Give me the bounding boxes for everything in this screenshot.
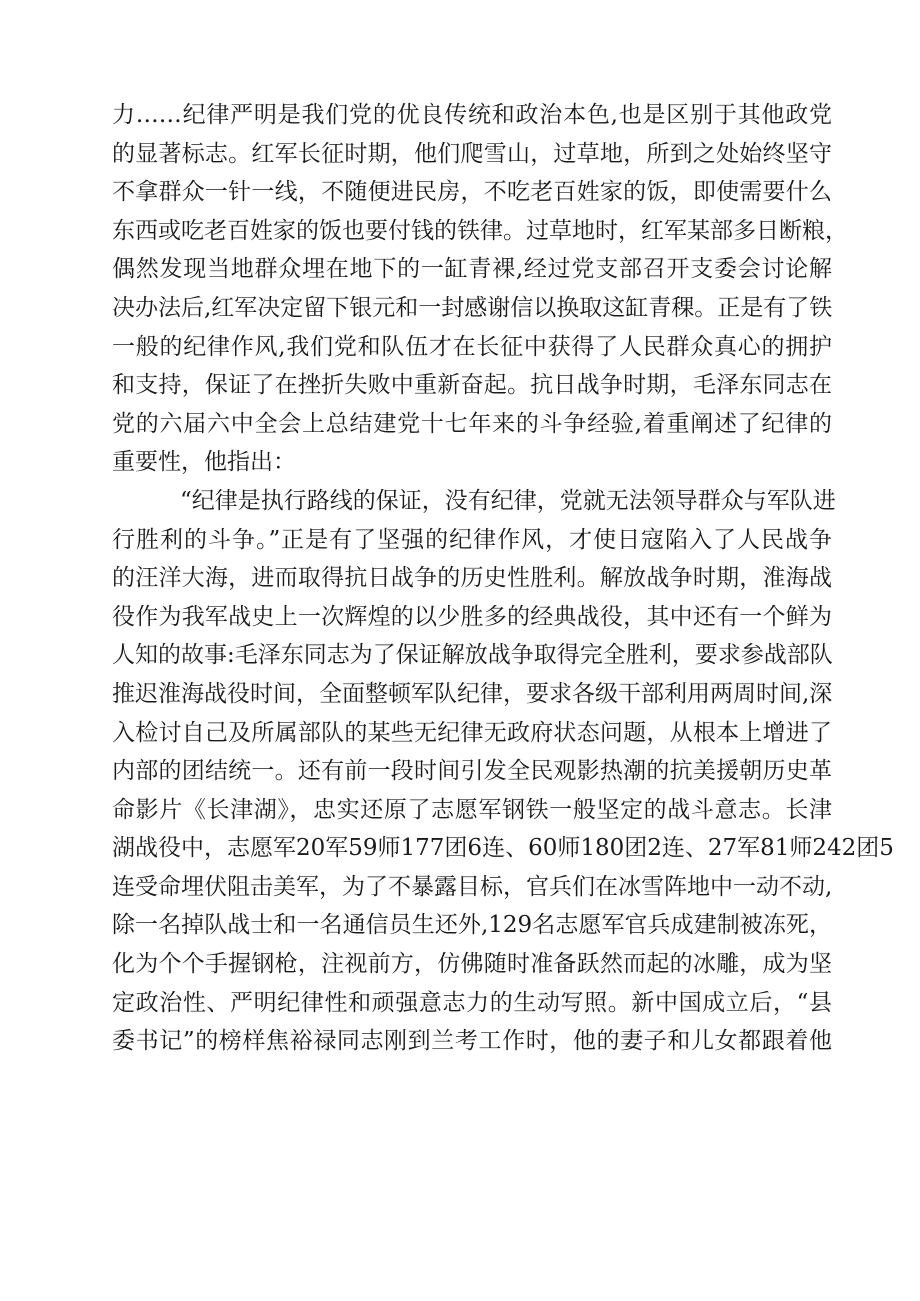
text-line: 决办法后,红军决定留下银元和一封感谢信以换取这缸青稞。正是有了铁 [112,294,833,321]
paragraph [112,96,848,482]
text-line: 和支持，保证了在挫折失败中重新奋起。抗日战争时期，毛泽东同志在 [112,372,832,399]
text-line: 不拿群众一针一线，不随便进民房，不吃老百姓家的饭，即使需要什么 [112,179,832,206]
text-line: 定政治性、严明纪律性和顽强意志力的生动写照。新中国成立后，“县 [112,989,832,1016]
text-line: 推迟淮海战役时间，全面整顿军队纪律，要求各级干部利用两周时间,深 [112,680,833,707]
text-line: 行胜利的斗争。”正是有了坚强的纪律作风，才使日寇陷入了人民战争 [112,526,832,553]
text-line: 连受命埋伏阻击美军，为了不暴露目标，官兵们在冰雪阵地中一动不动, [112,873,833,900]
text-line: “纪律是执行路线的保证，没有纪律，党就无法领导群众与军队进 [180,487,836,514]
text-line: 一般的纪律作风,我们党和队伍才在长征中获得了人民群众真心的拥护 [112,333,832,360]
paragraph [112,482,894,1061]
text-line: 力……纪律严明是我们党的优良传统和政治本色,也是区别于其他政党 [112,102,832,128]
text-line: 除一名掉队战士和一名通信员生还外,129名志愿军官兵成建制被冻死， [112,912,832,939]
text-line: 委书记”的榜样焦裕禄同志刚到兰考工作时，他的妻子和儿女都跟着他 [112,1028,832,1055]
text-line: 的汪洋大海，进而取得抗日战争的历史性胜利。解放战争时期，淮海战 [112,565,832,592]
text-line: 人知的故事:毛泽东同志为了保证解放战争取得完全胜利，要求参战部队 [112,642,833,669]
text-line: 命影片《长津湖》，忠实还原了志愿军钢铁一般坚定的战斗意志。长津 [112,796,832,823]
text-line: 湖战役中，志愿军20军59师177团6连、60师180团2连、27军81师242团5 [112,835,894,862]
text-line: 党的六届六中全会上总结建党十七年来的斗争经验,着重阐述了纪律的 [112,410,832,437]
text-line: 化为个个手握钢枪，注视前方，仿佛随时准备跃然而起的冰雕，成为坚 [112,951,832,978]
text-line: 东西或吃老百姓家的饭也要付钱的铁律。过草地时，红军某部多日断粮， [112,217,848,244]
text-line: 的显著标志。红军长征时期，他们爬雪山，过草地，所到之处始终坚守 [112,140,832,167]
text-line: 入检讨自己及所属部队的某些无纪律无政府状态问题，从根本上增进了 [112,719,832,746]
body-text [112,96,894,1061]
text-line: 重要性，他指出： [112,449,296,476]
text-line: 偶然发现当地群众埋在地下的一缸青裸,经过党支部召开支委会讨论解 [112,256,832,283]
text-line: 役作为我军战史上一次辉煌的以少胜多的经典战役，其中还有一个鲜为 [112,603,832,630]
text-line: 内部的团结统一。还有前一段时间引发全民观影热潮的抗美援朝历史革 [112,758,832,785]
